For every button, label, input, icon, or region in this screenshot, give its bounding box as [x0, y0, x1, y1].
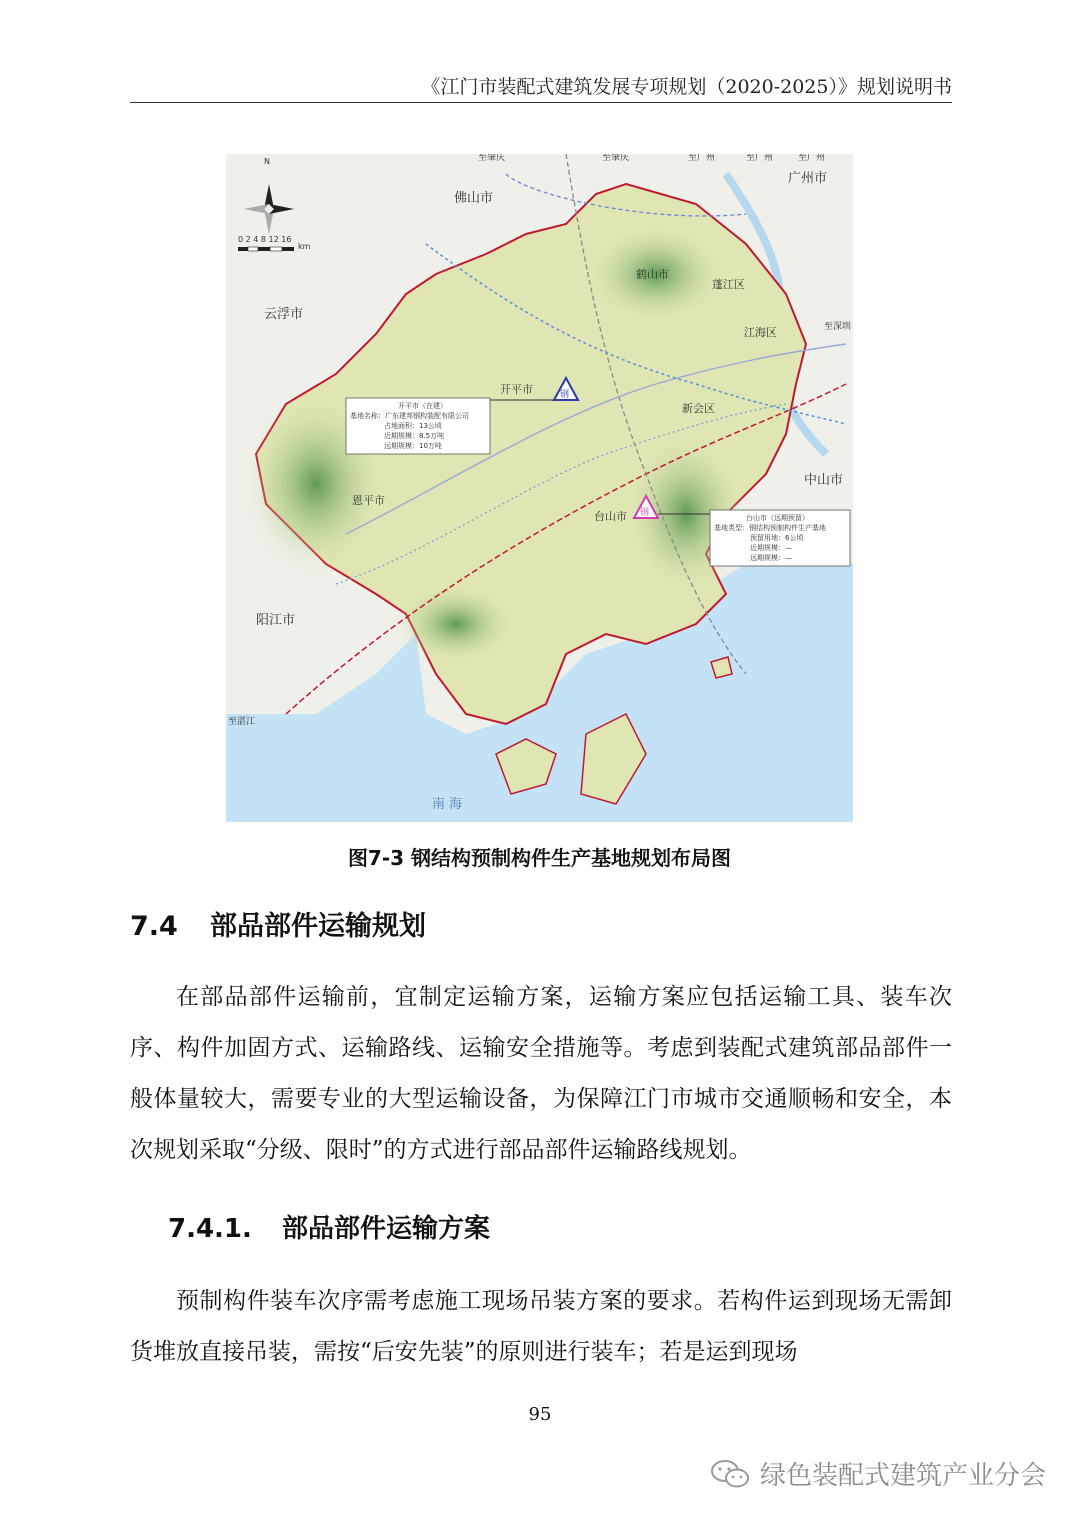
svg-text:钢: 钢	[560, 390, 570, 400]
label-pengjiang: 蓬江区	[712, 278, 745, 291]
svg-text:近期规模：—: 近期规模：—	[750, 544, 792, 552]
section-number: 7.4	[130, 911, 178, 942]
mountain-area	[396, 584, 516, 664]
paragraph-2: 预制构件装车次序需考虑施工现场吊装方案的要求。若构件运到现场无需卸货堆放直接吊装，需按“后安先装”的原则进行装车；若是运到现场	[130, 1288, 952, 1365]
svg-text:基地名称：广东建邦钢构装配有限公司: 基地名称：广东建邦钢构装配有限公司	[350, 412, 469, 420]
direction-label: 至深圳	[824, 322, 852, 332]
wechat-icon	[710, 1458, 750, 1490]
direction-label: 至广州	[798, 154, 826, 163]
direction-label: 至肇庆	[602, 154, 630, 163]
paragraph-1: 在部品部件运输前，宜制定运输方案，运输方案应包括运输工具、装车次序、构件加固方式、运输路线、运输安全措施等。考虑到装配式建筑部品部件一般体量较大，需要专业的大型运输设备，为保障江门市城市交通顺畅和安全，本次规划采取“分级、限时”的方式进行部品部件运输路线规划。	[130, 984, 952, 1163]
section-heading	[130, 904, 426, 943]
north-label: N	[264, 157, 270, 166]
subsection-number: 7.4.1.	[168, 1214, 252, 1244]
direction-label: 至广州	[746, 154, 774, 163]
label-nanhai: 南 海	[432, 797, 463, 812]
direction-label: 至湛江	[228, 717, 256, 727]
label-taishan: 台山市	[594, 510, 627, 523]
svg-text:占地面积：13公顷: 占地面积：13公顷	[384, 422, 442, 430]
label-zhongshan: 中山市	[804, 473, 844, 488]
svg-text:远期规模：—: 远期规模：—	[750, 554, 792, 562]
label-yunfu: 云浮市	[264, 307, 304, 322]
label-enping: 恩平市	[352, 494, 385, 507]
label-jianghai: 江海区	[744, 326, 777, 339]
watermark-text: 绿色装配式建筑产业分会	[759, 1461, 1046, 1491]
svg-text:远期规模：10万吨: 远期规模：10万吨	[384, 442, 442, 450]
planning-map	[226, 154, 853, 822]
direction-label: 至肇庆	[478, 154, 506, 163]
label-foshan: 佛山市	[454, 191, 494, 206]
subsection-title: 部品部件运输方案	[282, 1214, 491, 1244]
direction-label: 至广州	[688, 154, 716, 163]
label-guangzhou: 广州市	[788, 171, 828, 186]
subsection-heading	[168, 1208, 490, 1245]
page-header: 《江门市装配式建筑发展专项规划（2020-2025）》规划说明书	[421, 76, 952, 98]
header-rule	[130, 102, 952, 103]
label-yangjiang: 阳江市	[256, 613, 296, 628]
watermark	[710, 1455, 1046, 1492]
svg-text:钢: 钢	[640, 508, 650, 518]
scale-unit: km	[298, 242, 311, 251]
svg-text:开平市（在建）: 开平市（在建）	[398, 402, 447, 410]
svg-text:台山市（远期预留）: 台山市（远期预留）	[746, 514, 809, 522]
figure-caption: 图7-3 钢结构预制构件生产基地规划布局图	[347, 846, 732, 870]
scale-bar	[238, 247, 294, 251]
label-xinhui: 新会区	[682, 402, 715, 415]
svg-text:近期规模：8.5万吨: 近期规模：8.5万吨	[384, 432, 445, 440]
label-kaiping: 开平市	[500, 383, 533, 396]
page-number: 95	[528, 1404, 552, 1425]
scale-ticks: 0 2 4 8 12 16	[238, 235, 292, 244]
kaiping-info-box	[346, 398, 490, 454]
section-title: 部品部件运输规划	[210, 911, 426, 942]
svg-text:预留用地：6公顷: 预留用地：6公顷	[750, 534, 804, 542]
taishan-info-box	[710, 510, 850, 566]
label-heshan: 鹤山市	[636, 268, 669, 281]
svg-text:基地类型：钢结构预制构件生产基地: 基地类型：钢结构预制构件生产基地	[714, 524, 826, 532]
